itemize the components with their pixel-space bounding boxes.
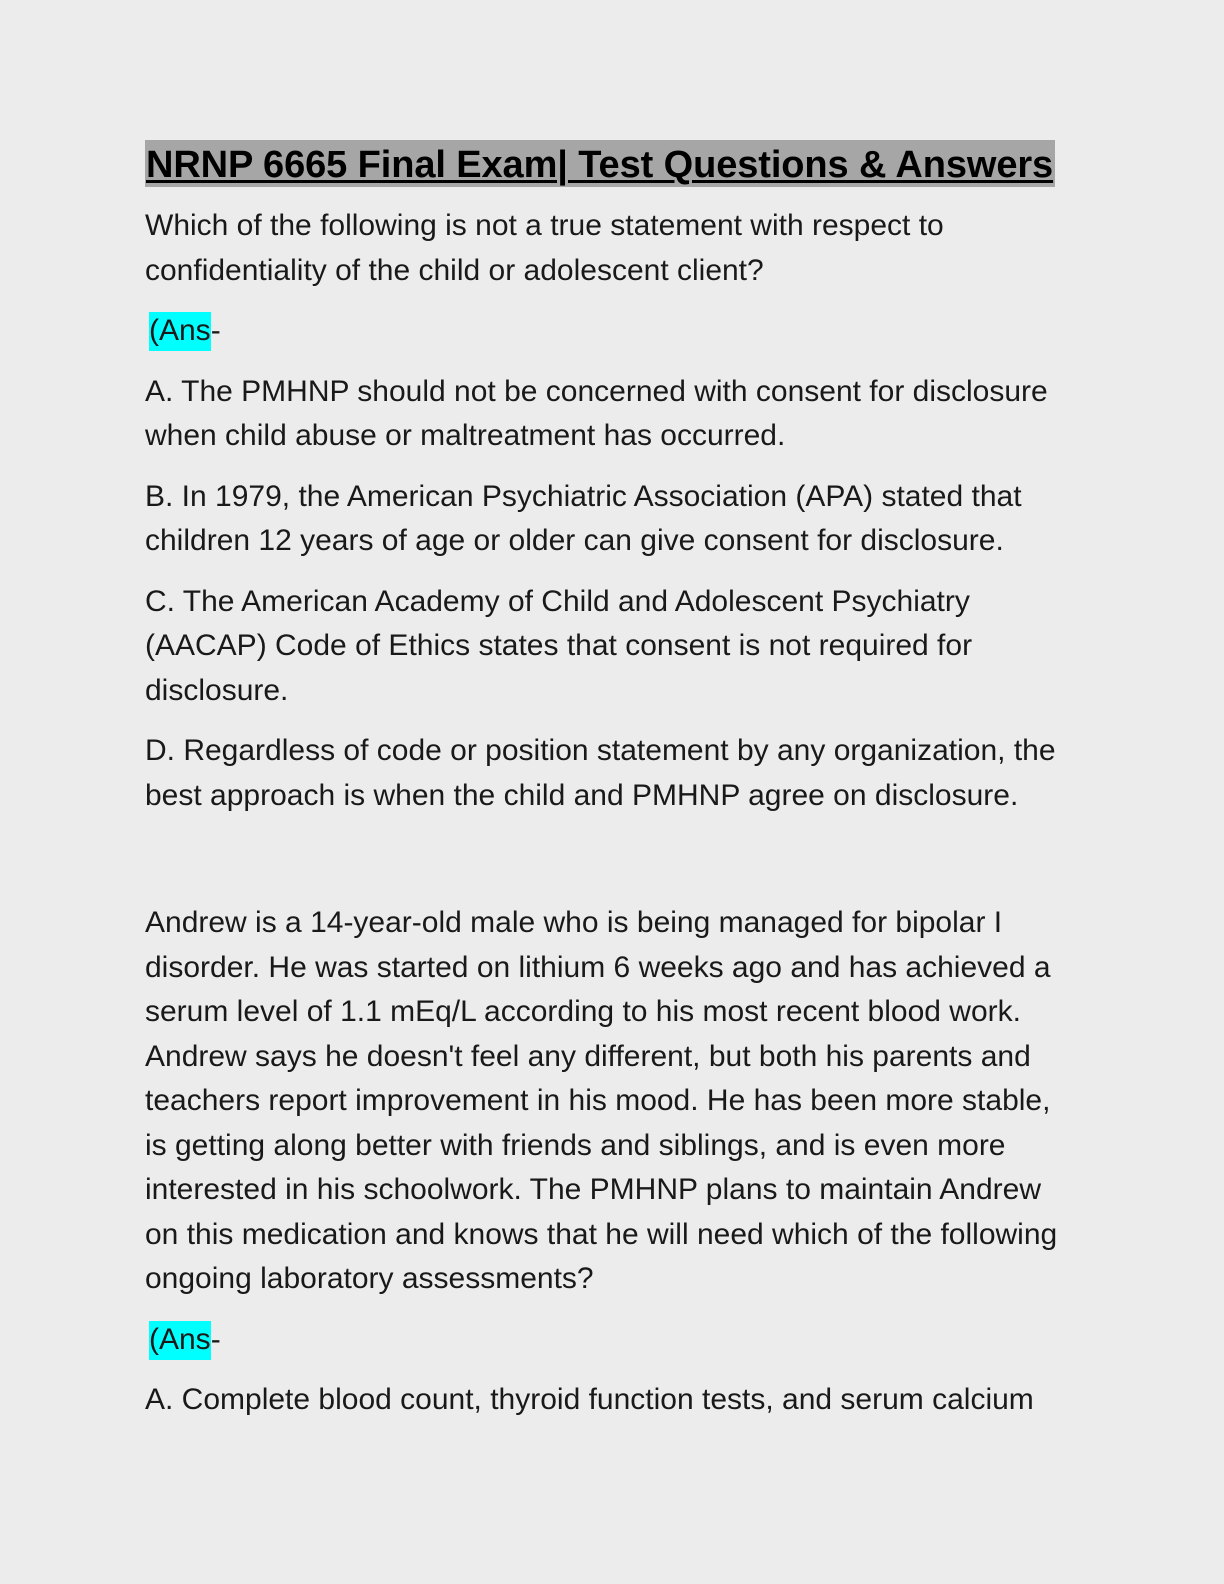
question-1-option-c: C. The American Academy of Child and Adolescent Psychiatry (AACAP) Code of Ethics states that consent is not required for disclosure.	[145, 584, 973, 707]
answer-marker-highlight: (Ans	[149, 312, 211, 351]
question-1-option-b: B. In 1979, the American Psychiatric Association (APA) stated that children 12 years of age or older can give consent for disclosure.	[145, 479, 1022, 557]
question-1-option-d: D. Regardless of code or position statement by any organization, the best approach is when the child and PMHNP agree on disclosure.	[145, 734, 1056, 812]
paragraph-spacer	[145, 834, 1060, 901]
question-2-answer-marker	[145, 1318, 1060, 1363]
answer-marker-dash: -	[210, 314, 221, 347]
document-body	[145, 140, 1060, 1439]
question-1-option-a: A. The PMHNP should not be concerned with consent for disclosure when child abuse or maltreatment has occurred.	[145, 374, 1048, 452]
answer-marker-highlight: (Ans	[149, 1321, 211, 1360]
question-1-answer-marker	[145, 309, 1060, 354]
question-1-stem: Which of the following is not a true statement with respect to confidentiality of the child or adolescent client?	[145, 209, 944, 287]
question-2-option-a: A. Complete blood count, thyroid function tests, and serum calcium	[145, 1383, 1034, 1416]
answer-marker-dash: -	[210, 1322, 221, 1356]
question-2-stem: Andrew is a 14-year-old male who is being managed for bipolar I disorder. He was started on lithium 6 weeks ago and has achieved a serum level of 1.1 mEq/L according to his most recent blood work. Andrew says he doesn't feel any different, but both his parents and teachers report improvement in his mood. He has been more stable, is getting along better with friends and siblings, and is even more interested in his schoolwork. The PMHNP plans to maintain Andrew on this medication and knows that he will need which of the following ongoing laboratory assessments?	[145, 906, 1058, 1295]
page-title	[145, 140, 1060, 190]
page-title-text: NRNP 6665 Final Exam| Test Questions & Answers	[145, 140, 1055, 187]
